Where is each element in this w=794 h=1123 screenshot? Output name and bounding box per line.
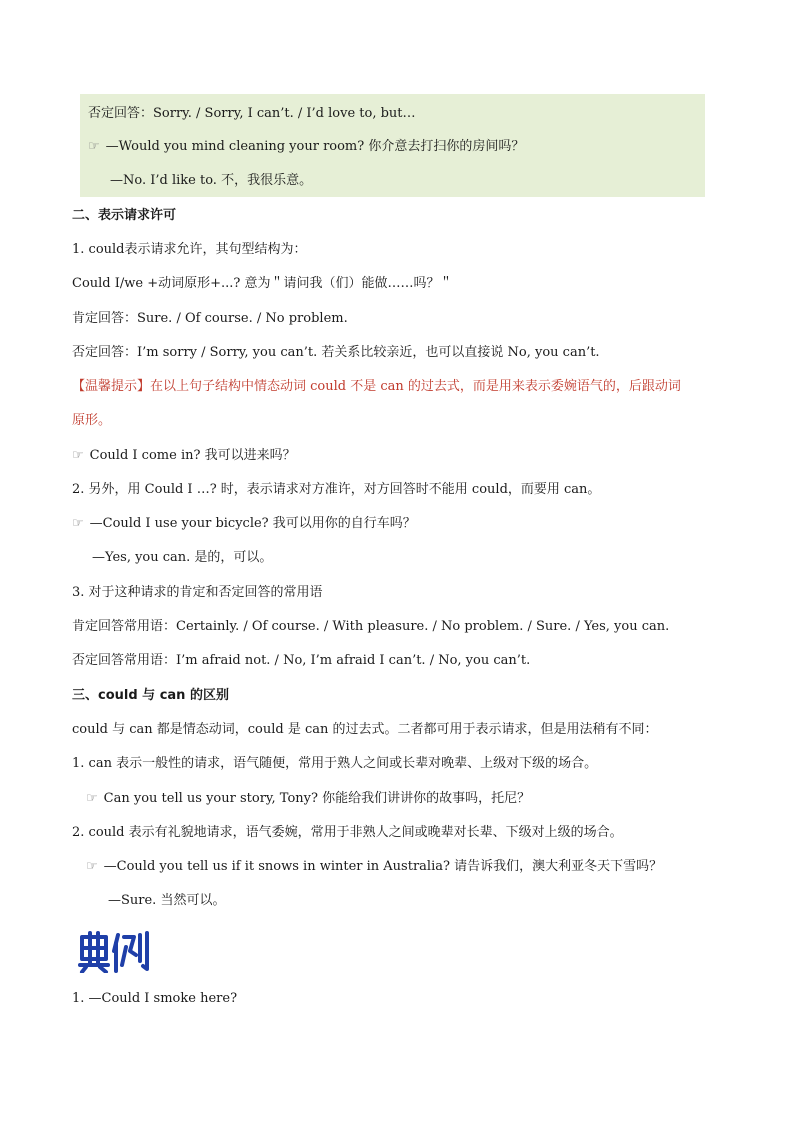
paragraph: 肯定回答：Sure. / Of course. / No problem. — [72, 311, 348, 326]
section-heading-3: 三、could 与 can 的区别 — [72, 688, 229, 703]
example-line: ☞ —Could you tell us if it snows in winter in Australia? 请告诉我们，澳大利亚冬天下雪吗？ — [86, 859, 663, 874]
pointing-hand-icon: ☞ — [88, 139, 100, 154]
paragraph: 3. 对于这种请求的肯定和否定回答的常用语 — [72, 585, 323, 600]
example-line: —Yes, you can. 是的，可以。 — [92, 550, 273, 565]
paragraph: could 与 can 都是情态动词，could 是 can 的过去式。二者都可用于表示请求，但是用法稍有不同： — [72, 722, 658, 737]
paragraph: 肯定回答常用语：Certainly. / Of course. / With pleasure. / No problem. / Sure. / Yes, you can. — [72, 619, 670, 634]
example-line: —Sure. 当然可以。 — [108, 893, 226, 908]
paragraph: 2. 另外，用 Could I …? 时，表示请求对方准许，对方回答时不能用 could，而要用 can。 — [72, 482, 601, 497]
paragraph: 2. could 表示有礼貌地请求，语气委婉，常用于非熟人之间或晚辈对长辈、下级对上级的场合。 — [72, 825, 623, 840]
paragraph: 1. could表示请求允许，其句型结构为： — [72, 242, 307, 257]
pointing-hand-icon: ☞ — [86, 791, 98, 806]
pointing-hand-icon: ☞ — [72, 448, 84, 463]
paragraph: 否定回答常用语：I’m afraid not. / No, I’m afraid I can’t. / No, you can’t. — [72, 653, 531, 668]
example-line: ☞ Can you tell us your story, Tony? 你能给我们讲讲你的故事吗，托尼？ — [86, 791, 531, 806]
pointing-hand-icon: ☞ — [72, 516, 84, 531]
paragraph: 否定回答：I’m sorry / Sorry, you can’t. 若关系比较亲近，也可以直接说 No, you can’t. — [72, 345, 600, 360]
paragraph: 1. can 表示一般性的请求，语气随便，常用于熟人之间或长辈对晚辈、上级对下级的场合。 — [72, 756, 598, 771]
box-line-1: 否定回答：Sorry. / Sorry, I can’t. / I’d love to, but… — [88, 106, 416, 121]
pointing-hand-icon: ☞ — [86, 859, 98, 874]
example-line: ☞ Could I come in? 我可以进来吗？ — [72, 448, 296, 463]
example-logo-icon — [76, 929, 152, 973]
section-heading-2: 二、表示请求许可 — [72, 208, 177, 223]
box-line-2: ☞ —Would you mind cleaning your room? 你介意去打扫你的房间吗？ — [88, 139, 525, 154]
question-line: 1. —Could I smoke here? — [72, 991, 238, 1006]
paragraph: Could I/we +动词原形+...? 意为＂请问我（们）能做……吗？＂ — [72, 276, 453, 291]
tip-line: 原形。 — [72, 413, 112, 428]
example-line: ☞ —Could I use your bicycle? 我可以用你的自行车吗？ — [72, 516, 416, 531]
tip-line: 【温馨提示】在以上句子结构中情态动词 could 不是 can 的过去式，而是用来表示委婉语气的，后跟动词 — [72, 379, 681, 394]
box-line-3: —No. I’d like to. 不，我很乐意。 — [110, 173, 313, 188]
